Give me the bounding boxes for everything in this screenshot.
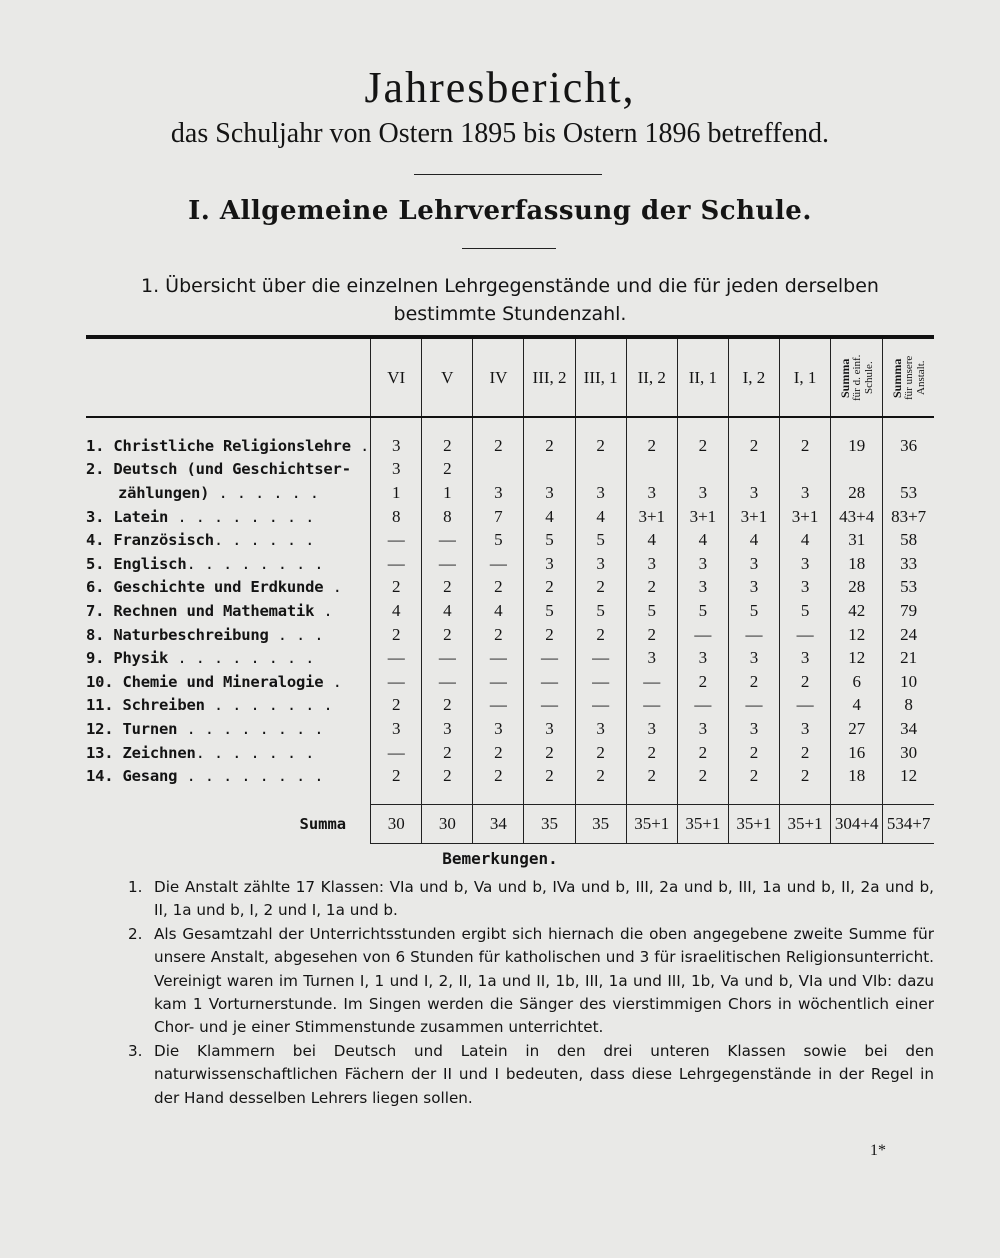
hours-cell: 4: [728, 528, 779, 552]
hours-cell: —: [728, 623, 779, 647]
hours-cell: 2: [575, 741, 626, 765]
table-row: [86, 599, 934, 623]
hours-cell: 5: [524, 599, 575, 623]
hours-cell: 21: [883, 646, 934, 670]
hours-cell: 2: [626, 741, 677, 765]
hours-cell: 12: [831, 623, 883, 647]
hours-cell: 4: [677, 528, 728, 552]
hours-cell: 3: [780, 717, 831, 741]
hours-cell: 3: [780, 481, 831, 505]
hours-cell: 2: [575, 623, 626, 647]
remark-item: 3. Die Klammern bei Deutsch und Latein in den drei unteren Klassen sowie bei den naturwissenschaftlichen Fächern der II und I bedeuten, dass diese Lehrgegenstände in der Regel in der Hand desselben Lehrers liegen sollen.: [128, 1041, 934, 1107]
hours-cell: 18: [831, 764, 883, 788]
hours-table: [86, 335, 934, 844]
hours-cell: 3: [626, 481, 677, 505]
hours-cell: —: [371, 528, 422, 552]
hours-cell: 3: [524, 481, 575, 505]
hours-cell: 79: [883, 599, 934, 623]
table-row: [86, 434, 934, 458]
hours-cell: 3: [524, 717, 575, 741]
hours-cell: 2: [371, 576, 422, 600]
hours-cell: 3: [728, 552, 779, 576]
spacer-row: [86, 417, 934, 434]
hours-cell: 2: [575, 434, 626, 458]
total-cell: 30: [422, 804, 473, 843]
hours-cell: —: [575, 646, 626, 670]
hours-cell: 2: [780, 741, 831, 765]
hours-cell: 8: [371, 505, 422, 529]
hours-cell: —: [473, 694, 524, 718]
hours-cell: 4: [524, 505, 575, 529]
subject-label: 9. Physik . . . . . . . .: [86, 649, 315, 668]
hours-cell: 5: [524, 528, 575, 552]
hours-cell: 5: [780, 599, 831, 623]
hours-cell: —: [422, 552, 473, 576]
remark-item: 1. Die Anstalt zählte 17 Klassen: VIa und b, Va und b, IVa und b, III, 2a und b, III, 1a und b, II, 2a und b, II, 1a und b, I, 2 und I, 1a und b.: [128, 878, 934, 920]
hours-cell: [831, 458, 883, 482]
table-row: [86, 646, 934, 670]
class-header: IV: [473, 337, 524, 417]
hours-cell: 3: [677, 552, 728, 576]
table-row: [86, 717, 934, 741]
hours-cell: [780, 458, 831, 482]
hours-cell: 2: [371, 623, 422, 647]
hours-cell: 2: [422, 434, 473, 458]
hours-cell: 5: [575, 528, 626, 552]
hours-cell: [575, 458, 626, 482]
table-row: [86, 528, 934, 552]
table-row: [86, 694, 934, 718]
total-cell: 30: [371, 804, 422, 843]
table-row: [86, 576, 934, 600]
hours-cell: —: [524, 670, 575, 694]
total-cell: 35+1: [780, 804, 831, 843]
subject-label: 8. Naturbeschreibung . . .: [86, 625, 324, 644]
hours-cell: 3+1: [780, 505, 831, 529]
hours-cell: 28: [831, 481, 883, 505]
hours-cell: 2: [524, 623, 575, 647]
hours-cell: 3: [728, 481, 779, 505]
hours-cell: —: [473, 646, 524, 670]
spacer-row: [86, 788, 934, 805]
total-cell: 35+1: [626, 804, 677, 843]
hours-cell: 4: [780, 528, 831, 552]
class-header: I, 2: [728, 337, 779, 417]
hours-cell: —: [780, 694, 831, 718]
hours-cell: 3: [677, 717, 728, 741]
subject-label: 14. Gesang . . . . . . . .: [86, 767, 324, 786]
hours-cell: 2: [473, 764, 524, 788]
subject-label: 1. Christliche Religionslehre .: [86, 436, 370, 455]
total-cell: 34: [473, 804, 524, 843]
total-cell: 35+1: [677, 804, 728, 843]
table-row: [86, 481, 934, 505]
hours-cell: 3+1: [677, 505, 728, 529]
class-header: II, 2: [626, 337, 677, 417]
section-heading: I. Allgemeine Lehrverfassung der Schule.: [188, 196, 812, 226]
hours-cell: 3: [626, 552, 677, 576]
hours-cell: 2: [422, 623, 473, 647]
hours-cell: 3: [728, 576, 779, 600]
hours-cell: 4: [575, 505, 626, 529]
hours-cell: 2: [422, 694, 473, 718]
hours-cell: 12: [831, 646, 883, 670]
hours-cell: 1: [371, 481, 422, 505]
hours-cell: 3: [371, 717, 422, 741]
hours-cell: 3: [371, 434, 422, 458]
divider: [414, 174, 602, 175]
class-header: III, 1: [575, 337, 626, 417]
hours-cell: 8: [422, 505, 473, 529]
hours-cell: 2: [626, 434, 677, 458]
hours-cell: 2: [524, 764, 575, 788]
hours-cell: —: [422, 670, 473, 694]
hours-cell: 2: [422, 576, 473, 600]
hours-cell: 2: [677, 670, 728, 694]
report-title: Jahresbericht,: [364, 63, 636, 112]
sum-header-school: Summa für d. einf. Schule.: [831, 337, 883, 417]
hours-cell: 2: [728, 741, 779, 765]
hours-cell: —: [473, 552, 524, 576]
hours-cell: 6: [831, 670, 883, 694]
hours-cell: 83+7: [883, 505, 934, 529]
subject-label: 6. Geschichte und Erdkunde .: [86, 578, 342, 597]
class-header: III, 2: [524, 337, 575, 417]
subject-label: 3. Latein . . . . . . . .: [86, 507, 315, 526]
hours-cell: [524, 458, 575, 482]
hours-cell: 30: [883, 741, 934, 765]
hours-cell: 12: [883, 764, 934, 788]
hours-cell: 2: [422, 458, 473, 482]
table-row: [86, 764, 934, 788]
hours-cell: 18: [831, 552, 883, 576]
hours-cell: 5: [626, 599, 677, 623]
hours-cell: 2: [473, 741, 524, 765]
hours-cell: —: [371, 646, 422, 670]
hours-cell: 2: [575, 764, 626, 788]
hours-cell: 2: [422, 764, 473, 788]
hours-cell: 33: [883, 552, 934, 576]
hours-cell: 2: [371, 764, 422, 788]
table-row: [86, 505, 934, 529]
hours-cell: 19: [831, 434, 883, 458]
subject-label: 10. Chemie und Mineralogie .: [86, 672, 342, 691]
hours-cell: 58: [883, 528, 934, 552]
table-row: [86, 458, 934, 482]
hours-cell: [473, 458, 524, 482]
hours-cell: 3: [677, 576, 728, 600]
report-subtitle: das Schuljahr von Ostern 1895 bis Ostern 1896 betreffend.: [170, 118, 830, 149]
subject-label: 12. Turnen . . . . . . . .: [86, 719, 324, 738]
class-header: VI: [371, 337, 422, 417]
hours-cell: 3: [575, 552, 626, 576]
hours-cell: [883, 458, 934, 482]
subject-label: 2. Deutsch (und Geschichtser-: [86, 460, 351, 479]
total-row: [86, 804, 934, 843]
hours-cell: 2: [524, 741, 575, 765]
hours-cell: 3: [728, 646, 779, 670]
hours-cell: 2: [473, 434, 524, 458]
table-row: [86, 552, 934, 576]
hours-cell: 4: [371, 599, 422, 623]
subject-label: 4. Französisch. . . . . .: [86, 531, 315, 550]
hours-cell: 53: [883, 481, 934, 505]
hours-cell: —: [677, 694, 728, 718]
table-body: [86, 417, 934, 804]
hours-cell: 2: [422, 741, 473, 765]
hours-cell: 16: [831, 741, 883, 765]
total-cell: 35: [575, 804, 626, 843]
hours-cell: 3: [626, 717, 677, 741]
hours-cell: —: [626, 670, 677, 694]
hours-cell: 42: [831, 599, 883, 623]
hours-cell: —: [524, 694, 575, 718]
hours-cell: 31: [831, 528, 883, 552]
hours-cell: 3: [728, 717, 779, 741]
subsection-heading: [90, 272, 930, 328]
hours-cell: [677, 458, 728, 482]
hours-cell: —: [422, 528, 473, 552]
hours-cell: 3: [575, 717, 626, 741]
subject-label: 11. Schreiben . . . . . . .: [86, 696, 333, 715]
hours-cell: 2: [677, 434, 728, 458]
hours-cell: 2: [728, 434, 779, 458]
hours-cell: 8: [883, 694, 934, 718]
hours-cell: 4: [831, 694, 883, 718]
hours-cell: 4: [626, 528, 677, 552]
hours-cell: 2: [626, 576, 677, 600]
hours-cell: —: [371, 670, 422, 694]
hours-cell: —: [780, 623, 831, 647]
hours-cell: 2: [677, 764, 728, 788]
hours-cell: 7: [473, 505, 524, 529]
hours-cell: 2: [728, 764, 779, 788]
class-header: II, 1: [677, 337, 728, 417]
table-header-row: [86, 337, 934, 417]
remarks-list: [128, 876, 934, 1110]
hours-cell: 24: [883, 623, 934, 647]
hours-cell: 2: [780, 764, 831, 788]
class-header: I, 1: [780, 337, 831, 417]
hours-cell: 3: [626, 646, 677, 670]
hours-cell: 3: [422, 717, 473, 741]
hours-cell: 2: [575, 576, 626, 600]
class-header: V: [422, 337, 473, 417]
hours-cell: 2: [780, 434, 831, 458]
hours-cell: —: [728, 694, 779, 718]
hours-cell: —: [677, 623, 728, 647]
hours-cell: 3: [780, 576, 831, 600]
hours-cell: 43+4: [831, 505, 883, 529]
hours-cell: —: [575, 670, 626, 694]
subject-label: 7. Rechnen und Mathematik .: [86, 601, 333, 620]
hours-cell: 27: [831, 717, 883, 741]
hours-cell: 2: [728, 670, 779, 694]
page-number: 1*: [870, 1142, 886, 1159]
subsection-line-1: 1. Übersicht über die einzelnen Lehrgegenstände und die für jeden derselben: [141, 275, 879, 297]
hours-cell: —: [524, 646, 575, 670]
hours-cell: 3: [780, 552, 831, 576]
hours-cell: 3+1: [728, 505, 779, 529]
hours-cell: 5: [728, 599, 779, 623]
hours-cell: —: [473, 670, 524, 694]
hours-cell: 4: [473, 599, 524, 623]
table-row: [86, 741, 934, 765]
hours-cell: —: [371, 552, 422, 576]
subject-label: 13. Zeichnen. . . . . . .: [86, 743, 315, 762]
table-row: [86, 623, 934, 647]
hours-cell: 2: [626, 623, 677, 647]
hours-cell: 2: [371, 694, 422, 718]
hours-cell: 3: [371, 458, 422, 482]
hours-cell: —: [371, 741, 422, 765]
total-cell: 304+4: [831, 804, 883, 843]
subject-label: zählungen) . . . . . .: [118, 483, 319, 502]
total-cell: 534+7: [883, 804, 934, 843]
hours-cell: [728, 458, 779, 482]
hours-cell: 28: [831, 576, 883, 600]
hours-cell: 53: [883, 576, 934, 600]
hours-cell: 36: [883, 434, 934, 458]
hours-cell: 10: [883, 670, 934, 694]
hours-cell: 2: [473, 623, 524, 647]
remarks-heading: Bemerkungen.: [442, 849, 558, 868]
total-cell: 35+1: [728, 804, 779, 843]
hours-cell: 2: [473, 576, 524, 600]
hours-cell: 3: [780, 646, 831, 670]
hours-cell: 2: [524, 576, 575, 600]
hours-cell: 5: [473, 528, 524, 552]
hours-cell: 3: [524, 552, 575, 576]
hours-cell: 3+1: [626, 505, 677, 529]
hours-cell: 3: [473, 717, 524, 741]
hours-cell: —: [626, 694, 677, 718]
hours-cell: 2: [780, 670, 831, 694]
hours-cell: 3: [473, 481, 524, 505]
remark-item: 2. Als Gesamtzahl der Unterrichtsstunden ergibt sich hiernach die oben angegebene zweite Summe für unsere Anstalt, abgesehen von 6 Stunden für katholischen und 3 für israelitischen Religionsunterricht. Vereinigt waren im Turnen I, 1 und I, 2, II, 1a und II, 1b, III, 1a und III, 1b, Va und b, VIa und VIb: dazu kam 1 Vorturnerstunde. Im Singen werden die Sänger des vierstimmigen Chors in wöchentlich einer Chor- und je einer Stimmenstunde zusammen unterrichtet.: [128, 924, 934, 1037]
hours-cell: 3: [677, 481, 728, 505]
table-row: [86, 670, 934, 694]
subject-header: [86, 337, 371, 417]
hours-cell: 2: [677, 741, 728, 765]
hours-cell: 2: [626, 764, 677, 788]
hours-cell: —: [575, 694, 626, 718]
total-label: Summa: [299, 814, 347, 833]
subsection-line-2: bestimmte Stundenzahl.: [393, 303, 627, 325]
divider: [462, 248, 556, 249]
hours-cell: 4: [422, 599, 473, 623]
hours-cell: [626, 458, 677, 482]
hours-cell: 1: [422, 481, 473, 505]
subject-label: 5. Englisch. . . . . . . .: [86, 554, 324, 573]
hours-cell: 2: [524, 434, 575, 458]
hours-cell: 5: [677, 599, 728, 623]
total-cell: 35: [524, 804, 575, 843]
hours-cell: —: [422, 646, 473, 670]
hours-cell: 3: [575, 481, 626, 505]
hours-cell: 3: [677, 646, 728, 670]
hours-cell: 34: [883, 717, 934, 741]
sum-header-institute: Summa für unsere Anstalt.: [883, 337, 934, 417]
hours-cell: 5: [575, 599, 626, 623]
